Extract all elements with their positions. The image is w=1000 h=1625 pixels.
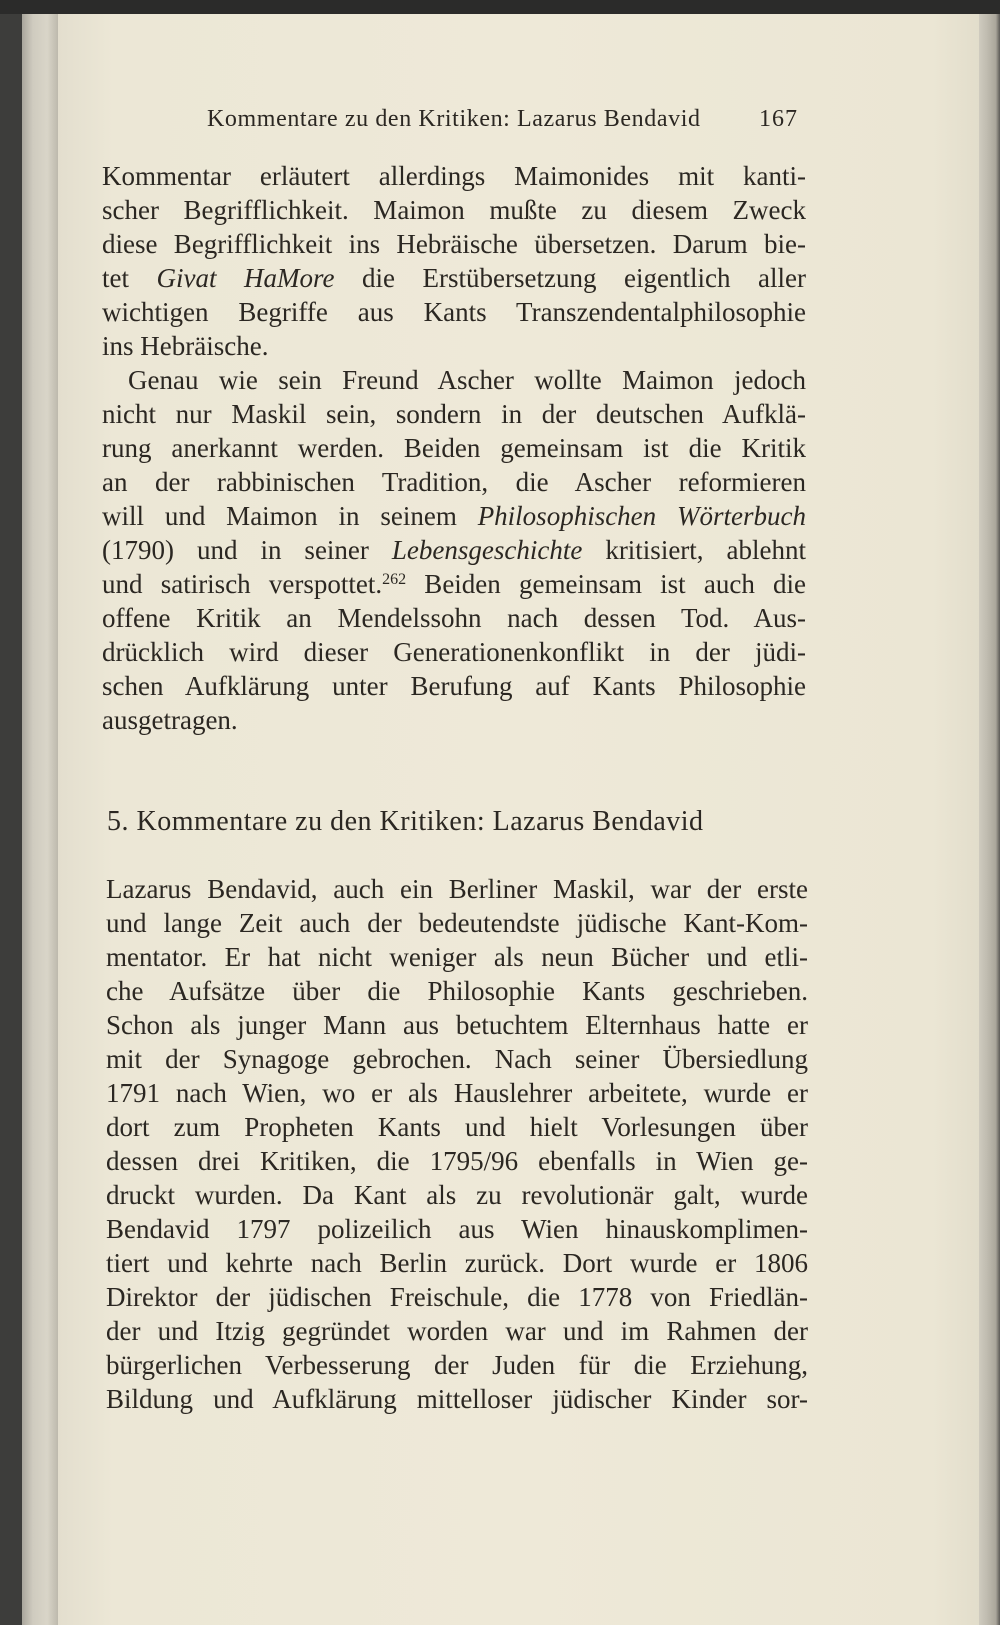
text-line (102, 261, 806, 295)
text-line: scher Begrifflichkeit. Maimon mußte zu diesem Zweck (102, 195, 806, 225)
text-line (102, 533, 806, 567)
text-line: mentator. Er hat nicht weniger als neun Bücher und etli- (106, 942, 808, 972)
text-line: drücklich wird dieser Generationenkonflikt in der jüdi- (102, 637, 806, 667)
page-edges (979, 14, 1000, 1625)
text-line: nicht nur Maskil sein, sondern in der deutschen Aufklä- (102, 399, 806, 429)
page-number: 167 (759, 106, 798, 132)
text-line: ins Hebräische. (102, 331, 269, 361)
text-line (102, 567, 806, 601)
scanner-top-edge (0, 0, 1000, 14)
text-segment: Beiden gemeinsam ist auch die (406, 569, 807, 599)
scanner-left-edge (0, 14, 22, 1625)
text-line: der und Itzig gegründet worden war und im Rahmen der (106, 1316, 808, 1346)
text-line: rung anerkannt werden. Beiden gemeinsam ist die Kritik (102, 433, 806, 463)
italic-title: Givat HaMore (156, 263, 335, 293)
text-line: bürgerlichen Verbesserung der Juden für die Erziehung, (106, 1350, 808, 1380)
text-line: Bildung und Aufklärung mittelloser jüdischer Kinder sor- (106, 1384, 808, 1414)
book-gutter (22, 14, 58, 1625)
text-line: offene Kritik an Mendelssohn nach dessen Tod. Aus- (102, 603, 806, 633)
text-segment: die Erstübersetzung eigentlich aller (334, 263, 806, 293)
text-line: Lazarus Bendavid, auch ein Berliner Maskil, war der erste (106, 874, 808, 904)
text-line: Schon als junger Mann aus betuchtem Elternhaus hatte er (106, 1010, 808, 1040)
paragraph (102, 363, 806, 737)
text-line: ausgetragen. (102, 705, 238, 735)
text-segment: und satirisch verspottet. (102, 569, 383, 599)
text-line: druckt wurden. Da Kant als zu revolutionär galt, wurde (106, 1180, 808, 1210)
text-line: Direktor der jüdischen Freischule, die 1778 von Friedlän- (106, 1282, 808, 1312)
text-line: 1791 nach Wien, wo er als Hauslehrer arbeitete, wurde er (106, 1078, 808, 1108)
text-line: Kommentar erläutert allerdings Maimonides mit kanti- (102, 161, 806, 191)
footnote-ref: 262 (382, 571, 407, 589)
text-line: che Aufsätze über die Philosophie Kants geschrieben. (106, 976, 808, 1006)
section-heading: 5. Kommentare zu den Kritiken: Lazarus Bendavid (107, 806, 704, 837)
italic-title: Philosophischen Wörterbuch (477, 501, 806, 531)
paragraph (106, 872, 808, 1416)
text-line: dessen drei Kritiken, die 1795/96 ebenfalls in Wien ge- (106, 1146, 808, 1176)
text-segment: will und Maimon in seinem (102, 501, 478, 531)
text-segment: kritisiert, ablehnt (582, 535, 806, 565)
text-line: schen Aufklärung unter Berufung auf Kants Philosophie (102, 671, 806, 701)
text-segment: tet (102, 263, 157, 293)
text-line: dort zum Propheten Kants und hielt Vorlesungen über (106, 1112, 808, 1142)
italic-title: Lebensgeschichte (391, 535, 583, 565)
text-line (102, 499, 806, 533)
paragraph (102, 159, 806, 363)
text-line: und lange Zeit auch der bedeutendste jüdische Kant-Kom- (106, 908, 808, 938)
text-line: mit der Synagoge gebrochen. Nach seiner Übersiedlung (106, 1044, 808, 1074)
text-line: Genau wie sein Freund Ascher wollte Maimon jedoch (128, 365, 806, 395)
book-page (58, 14, 979, 1625)
text-line: tiert und kehrte nach Berlin zurück. Dort wurde er 1806 (106, 1248, 808, 1278)
text-line: wichtigen Begriffe aus Kants Transzendentalphilosophie (102, 297, 806, 327)
text-line: Bendavid 1797 polizeilich aus Wien hinauskomplimen- (106, 1214, 808, 1244)
text-line: an der rabbinischen Tradition, die Ascher reformieren (102, 467, 806, 497)
running-head-title: Kommentare zu den Kritiken: Lazarus Bendavid (207, 106, 701, 132)
text-line: diese Begrifflichkeit ins Hebräische übersetzen. Darum bie- (102, 229, 806, 259)
text-segment: (1790) und in seiner (102, 535, 392, 565)
